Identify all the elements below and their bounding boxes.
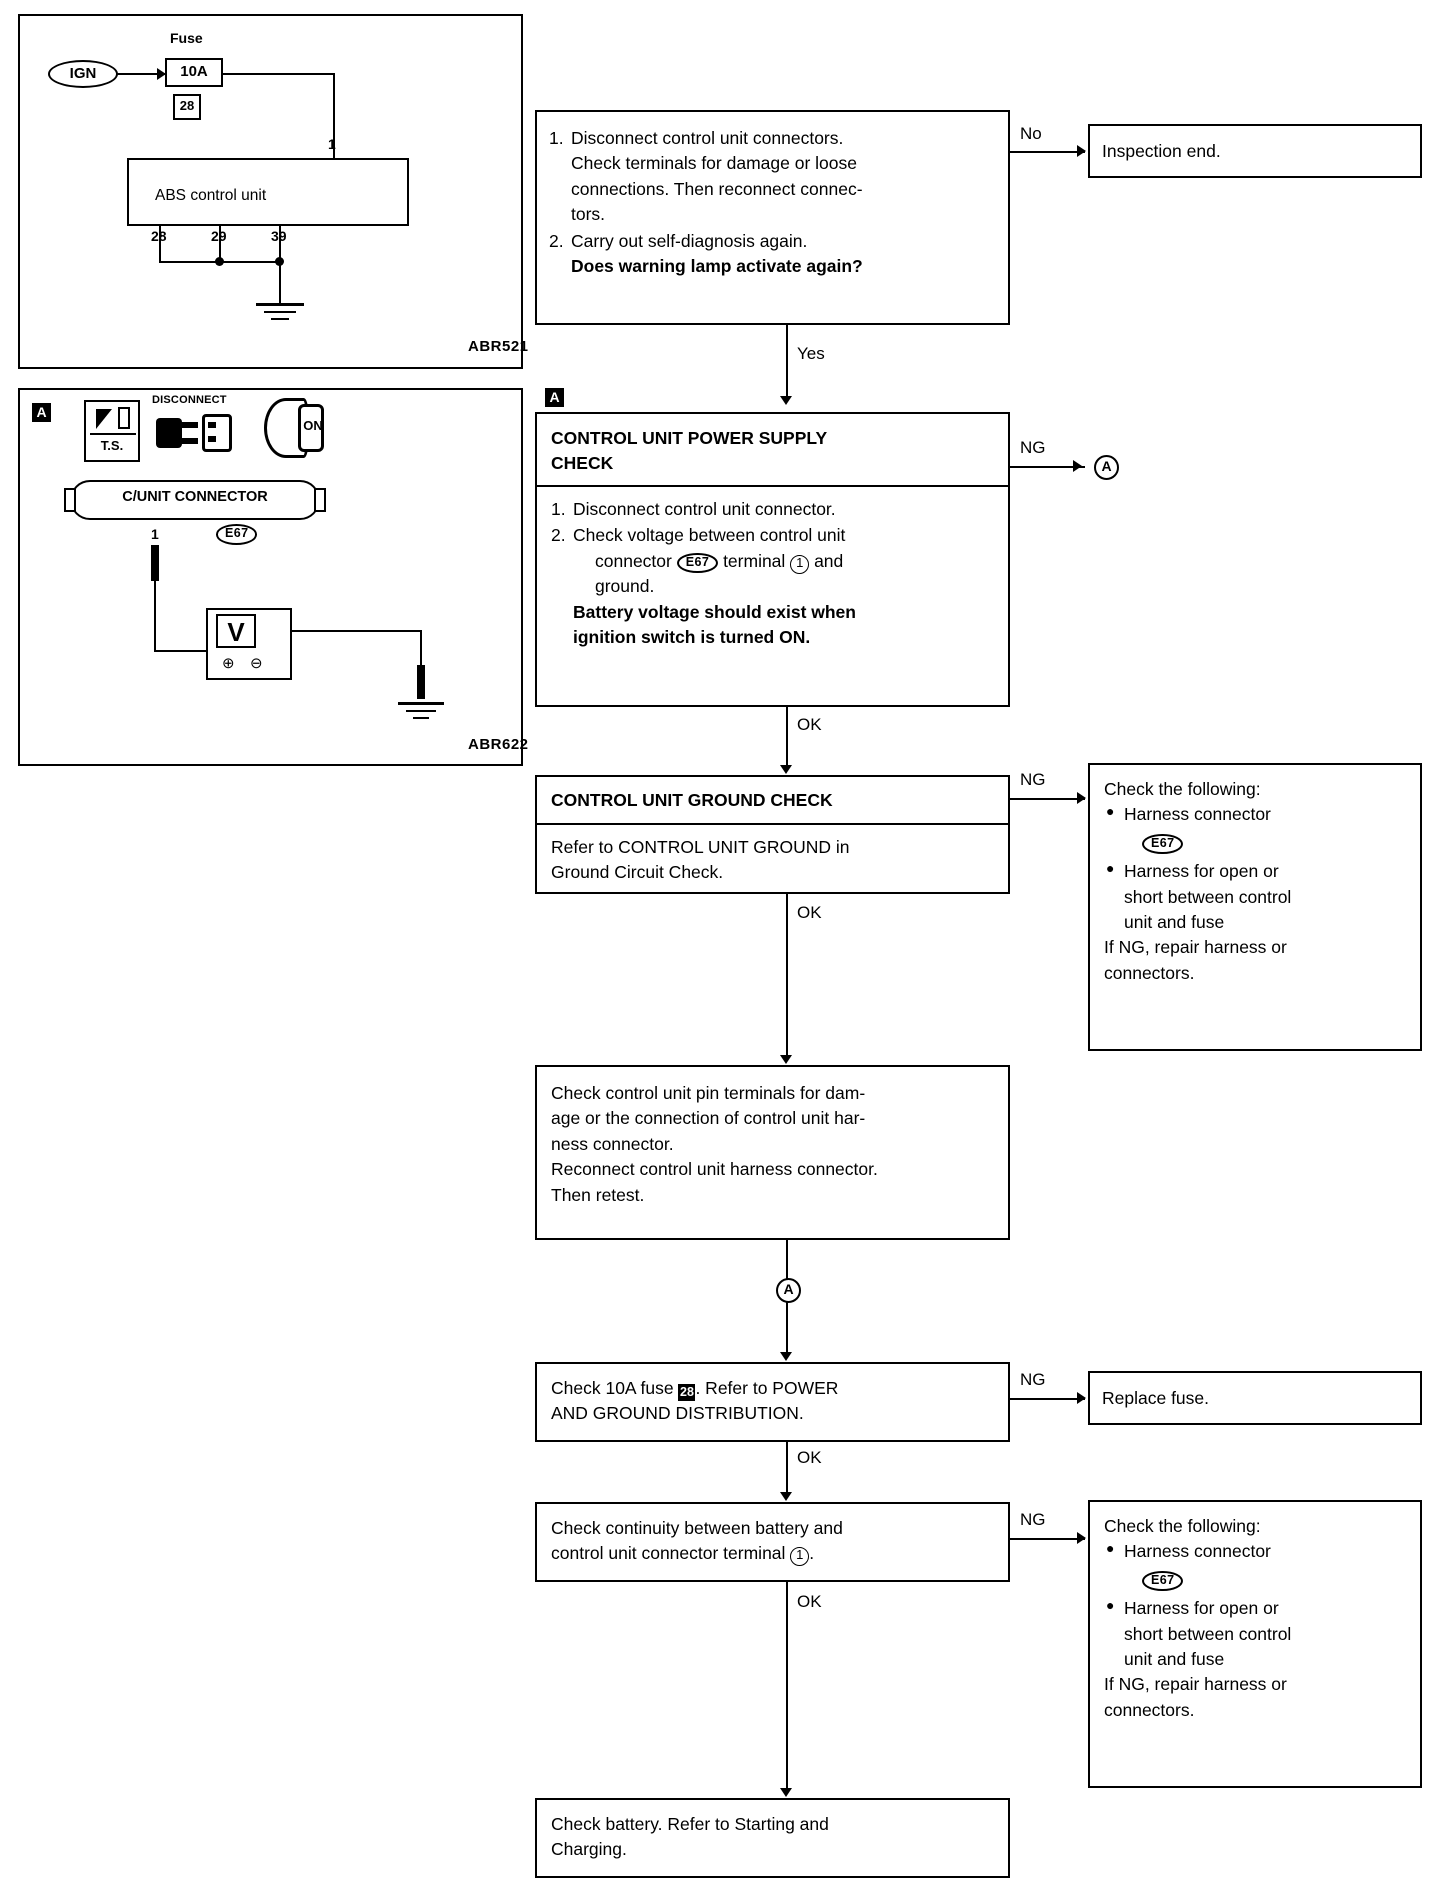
illustration-abr521 xyxy=(18,14,529,369)
probe-tip-left xyxy=(151,545,159,581)
pin-terminals-line-5: Then retest. xyxy=(551,1184,645,1205)
step-1-item-1 xyxy=(549,126,996,228)
pin-terminals-box xyxy=(535,1065,1010,1240)
label-no: No xyxy=(1020,124,1042,143)
bullet-dot-icon-2: ● xyxy=(1106,860,1115,877)
continuity-ng-bullet-1-tag-wrap xyxy=(1142,1567,1406,1592)
power-supply-ng-arrow xyxy=(1073,460,1082,472)
continuity-ng-tail-line-2: connectors. xyxy=(1104,1699,1195,1720)
pin-terminals-line-2: age or the connection of control unit har- xyxy=(551,1108,866,1129)
badge-a-text: A xyxy=(32,403,51,422)
ignition-on-label: ON xyxy=(303,418,323,433)
power-supply-item-2-line-1: Check voltage between control unit xyxy=(573,525,846,546)
continuity-line-2-pre: control unit connector terminal xyxy=(551,1543,786,1564)
a-to-fuse-arrow xyxy=(780,1352,792,1361)
label-ok-power-supply: OK xyxy=(797,715,822,734)
connector-tag-wrap xyxy=(216,524,257,545)
yes-branch-line xyxy=(786,325,788,401)
battery-check-box xyxy=(535,1798,1010,1878)
step-1-item-2-line-1: Carry out self-diagnosis again. xyxy=(571,230,808,251)
jump-a-text-2: A xyxy=(776,1278,801,1303)
power-supply-title-line-1: CONTROL UNIT POWER SUPPLY xyxy=(551,428,828,448)
unit-top-terminal-number: 1 xyxy=(328,136,336,152)
step-1-item-1-number: 1. xyxy=(549,128,564,148)
fuse-ng-arrow xyxy=(1077,1392,1086,1404)
label-ng-continuity: NG xyxy=(1020,1510,1046,1529)
a-to-fuse-line xyxy=(786,1302,788,1358)
ground-check-line-1: Refer to CONTROL UNIT GROUND in xyxy=(551,836,850,857)
pin-terminals-down-line xyxy=(786,1240,788,1280)
bullet-dot-icon-3: ● xyxy=(1106,1540,1115,1557)
ground-symbol-bar2 xyxy=(264,311,296,313)
jump-target-a-power-supply xyxy=(1094,455,1119,480)
fuse-ok-arrow xyxy=(780,1492,792,1501)
voltmeter-minus: ⊖ xyxy=(250,655,263,672)
pin-terminals-line-4: Reconnect control unit harness connector. xyxy=(551,1159,878,1180)
power-supply-item-2 xyxy=(551,523,994,650)
jump-a-text-1: A xyxy=(1094,455,1119,480)
abs-control-unit-label: ABS control unit xyxy=(155,187,267,204)
ground-check-box xyxy=(535,775,1010,894)
unit-terminal-39: 39 xyxy=(271,228,287,244)
power-supply-connector-post: and xyxy=(814,550,844,571)
bullet-dot-icon: ● xyxy=(1106,803,1115,820)
ts-icon-glyph xyxy=(90,405,136,435)
battery-check-line-2: Charging. xyxy=(551,1839,627,1860)
fuse-block-number xyxy=(173,94,201,120)
step-1-item-1-line-4: tors. xyxy=(571,204,606,225)
ground-check-body xyxy=(537,823,1008,896)
ground-bar-3 xyxy=(413,717,429,719)
power-supply-bold-line-1: Battery voltage should exist when xyxy=(573,601,856,622)
fuse-check-box xyxy=(535,1362,1010,1442)
ts-icon-label: T.S. xyxy=(100,438,124,453)
replace-fuse-text: Replace fuse. xyxy=(1102,1388,1210,1408)
power-supply-item-1-number: 1. xyxy=(551,499,566,519)
illustration-code-abr521: ABR521 xyxy=(468,338,529,355)
continuity-terminal-number: 1 xyxy=(790,1547,809,1566)
step-1-box xyxy=(535,110,1010,325)
unit-terminal-28: 28 xyxy=(151,228,167,244)
label-yes: Yes xyxy=(797,344,825,363)
voltmeter xyxy=(206,608,292,680)
ground-ng-bullet-1-tag-wrap xyxy=(1142,830,1406,855)
inspection-end-box xyxy=(1088,124,1422,178)
continuity-ng-bullet-1-text: Harness connector xyxy=(1124,1541,1271,1562)
step-1-item-2 xyxy=(549,229,996,280)
power-supply-bold-line-2: ignition switch is turned ON. xyxy=(573,626,811,647)
fuse-caption: Fuse xyxy=(170,30,203,46)
ground-check-ng-line xyxy=(1010,798,1085,800)
step-1-question: Does warning lamp activate again? xyxy=(571,255,863,276)
jump-label-a-mid xyxy=(776,1278,801,1303)
ground-check-ng-arrow xyxy=(1077,792,1086,804)
fuse-rating-box xyxy=(165,58,223,87)
illustration-abr622 xyxy=(18,388,529,766)
power-supply-list xyxy=(551,497,994,650)
power-supply-terminal-number: 1 xyxy=(790,555,809,574)
ignition-on-icon xyxy=(264,398,336,462)
no-branch-line xyxy=(1010,151,1085,153)
power-supply-item-2-line-3: ground. xyxy=(595,576,655,597)
label-ok-continuity: OK xyxy=(797,1592,822,1611)
power-supply-ok-line xyxy=(786,707,788,771)
ground-symbol-bar3 xyxy=(271,318,289,320)
gnd-drop xyxy=(279,261,281,303)
continuity-ng-bullet-2 xyxy=(1104,1596,1406,1672)
fuse-check-line-1 xyxy=(551,1376,994,1401)
cunit-connector-shape xyxy=(70,480,320,520)
probe-lead-right-v xyxy=(420,630,422,668)
yes-branch-arrow xyxy=(780,396,792,405)
ground-ng-bullet-2-line-2: short between control xyxy=(1124,886,1292,907)
ground-bar-1 xyxy=(398,702,444,705)
ground-ng-tail-line-1: If NG, repair harness or xyxy=(1104,937,1287,958)
power-supply-connector-tag: E67 xyxy=(677,553,718,574)
continuity-ng-bullet-2-line-1: Harness for open or xyxy=(1124,1598,1279,1619)
label-ng-power-supply: NG xyxy=(1020,438,1046,457)
ground-ng-tail-line-2: connectors. xyxy=(1104,962,1195,983)
ground-check-ok-line xyxy=(786,894,788,1061)
gnd-branch-1 xyxy=(159,226,161,262)
continuity-ng-heading: Check the following: xyxy=(1104,1516,1261,1536)
power-supply-title-line-2: CHECK xyxy=(551,452,614,473)
continuity-ng-bullets xyxy=(1104,1539,1406,1672)
continuity-ok-arrow xyxy=(780,1788,792,1797)
ground-ng-heading: Check the following: xyxy=(1104,779,1261,799)
connector-left-cap xyxy=(64,488,76,512)
ground-ng-bullets xyxy=(1104,802,1406,935)
ground-check-ok-arrow xyxy=(780,1055,792,1064)
ground-ng-bullet-1 xyxy=(1104,802,1406,855)
ground-ng-connector-tag: E67 xyxy=(1142,834,1183,855)
ground-check-ng-box xyxy=(1088,763,1422,1051)
power-supply-connector-pre: connector xyxy=(595,550,672,571)
continuity-ng-connector-tag: E67 xyxy=(1142,1571,1183,1592)
probe-lead-right-h xyxy=(292,630,422,632)
fuse-ng-line xyxy=(1010,1398,1085,1400)
section-badge-a-text: A xyxy=(545,388,564,407)
pin-terminals-line-1: Check control unit pin terminals for dam- xyxy=(551,1083,866,1103)
no-branch-arrow xyxy=(1077,145,1086,157)
fuse-check-post: . Refer to POWER xyxy=(695,1378,839,1398)
connector-terminal-number: 1 xyxy=(151,526,159,542)
ign-label xyxy=(48,60,118,88)
step-1-list xyxy=(549,126,996,279)
ground-check-title-text: CONTROL UNIT GROUND CHECK xyxy=(551,790,833,810)
step-1-item-1-line-1: Disconnect control unit connectors. xyxy=(571,128,844,148)
ign-text: IGN xyxy=(69,65,97,82)
continuity-line-2-post: . xyxy=(809,1543,815,1564)
section-badge-a xyxy=(545,387,564,407)
power-supply-ok-arrow xyxy=(780,765,792,774)
ground-symbol-bar1 xyxy=(256,303,304,306)
step-1-item-1-line-3: connections. Then reconnect connec- xyxy=(571,178,863,199)
power-supply-body xyxy=(537,485,1008,661)
cunit-connector-label: C/UNIT CONNECTOR xyxy=(122,489,268,505)
power-supply-item-1-text: Disconnect control unit connector. xyxy=(573,499,836,519)
label-ng-ground-check: NG xyxy=(1020,770,1046,789)
continuity-line-2 xyxy=(551,1541,994,1566)
ts-icon xyxy=(84,400,140,462)
continuity-ng-bullet-2-line-2: short between control xyxy=(1124,1623,1292,1644)
step-1-item-1-line-2: Check terminals for damage or loose xyxy=(571,153,857,174)
power-supply-check-box xyxy=(535,412,1010,707)
continuity-ng-arrow xyxy=(1077,1532,1086,1544)
illustration-code-abr622: ABR622 xyxy=(468,736,529,753)
continuity-line-1: Check continuity between battery and xyxy=(551,1518,843,1538)
fuse-ok-line xyxy=(786,1442,788,1498)
power-supply-item-1 xyxy=(551,497,994,522)
ground-ng-bullet-2-line-3: unit and fuse xyxy=(1124,911,1225,932)
continuity-check-box xyxy=(535,1502,1010,1582)
label-ok-fuse: OK xyxy=(797,1448,822,1467)
connector-tag-e67: E67 xyxy=(216,524,257,545)
ground-bar-2 xyxy=(406,710,436,712)
power-supply-title xyxy=(537,414,1008,485)
step-1-item-2-number: 2. xyxy=(549,230,564,251)
ground-ng-bullet-2-line-1: Harness for open or xyxy=(1124,861,1279,882)
disconnect-icon-label: DISCONNECT xyxy=(152,394,227,406)
ground-check-line-2: Ground Circuit Check. xyxy=(551,861,724,882)
connector-right-cap xyxy=(314,488,326,512)
fuse-block-text: 28 xyxy=(179,98,195,113)
ground-ng-bullet-1-text: Harness connector xyxy=(1124,804,1271,825)
bullet-dot-icon-4: ● xyxy=(1106,1597,1115,1614)
gnd-node-2 xyxy=(215,257,224,266)
continuity-ng-box xyxy=(1088,1500,1422,1788)
fuse-rating-text: 10A xyxy=(180,63,208,80)
continuity-ng-bullet-2-line-3: unit and fuse xyxy=(1124,1648,1225,1669)
unit-terminal-29: 29 xyxy=(211,228,227,244)
disconnect-icon-glyph xyxy=(156,410,244,456)
wire-fuse-right xyxy=(223,73,335,75)
power-supply-terminal-pre: terminal xyxy=(723,550,786,571)
probe-lead-left xyxy=(154,580,156,652)
battery-check-line-1: Check battery. Refer to Starting and xyxy=(551,1814,829,1834)
fuse-badge-28: 28 xyxy=(680,1385,694,1399)
continuity-ok-line xyxy=(786,1582,788,1794)
inspection-end-text: Inspection end. xyxy=(1102,141,1221,161)
voltmeter-display: V xyxy=(216,614,256,648)
label-ng-fuse: NG xyxy=(1020,1370,1046,1389)
fuse-check-line-2: AND GROUND DISTRIBUTION. xyxy=(551,1403,804,1424)
pin-terminals-line-3: ness connector. xyxy=(551,1133,674,1154)
probe-tip-right xyxy=(417,665,425,699)
replace-fuse-box xyxy=(1088,1371,1422,1425)
fuse-check-pre: Check 10A fuse xyxy=(551,1378,674,1398)
power-supply-item-2-line-2 xyxy=(595,549,994,574)
voltmeter-plus: ⊕ xyxy=(222,655,235,672)
label-ok-ground-check: OK xyxy=(797,903,822,922)
illustration-badge-a xyxy=(32,402,51,422)
continuity-ng-bullet-1 xyxy=(1104,1539,1406,1592)
ground-check-title xyxy=(537,777,1008,823)
disconnect-icon xyxy=(152,394,248,460)
probe-lead-left-h xyxy=(154,650,206,652)
continuity-ng-tail-line-1: If NG, repair harness or xyxy=(1104,1674,1287,1695)
ground-ng-bullet-2 xyxy=(1104,859,1406,935)
continuity-ng-line xyxy=(1010,1538,1085,1540)
power-supply-item-2-number: 2. xyxy=(551,525,566,546)
